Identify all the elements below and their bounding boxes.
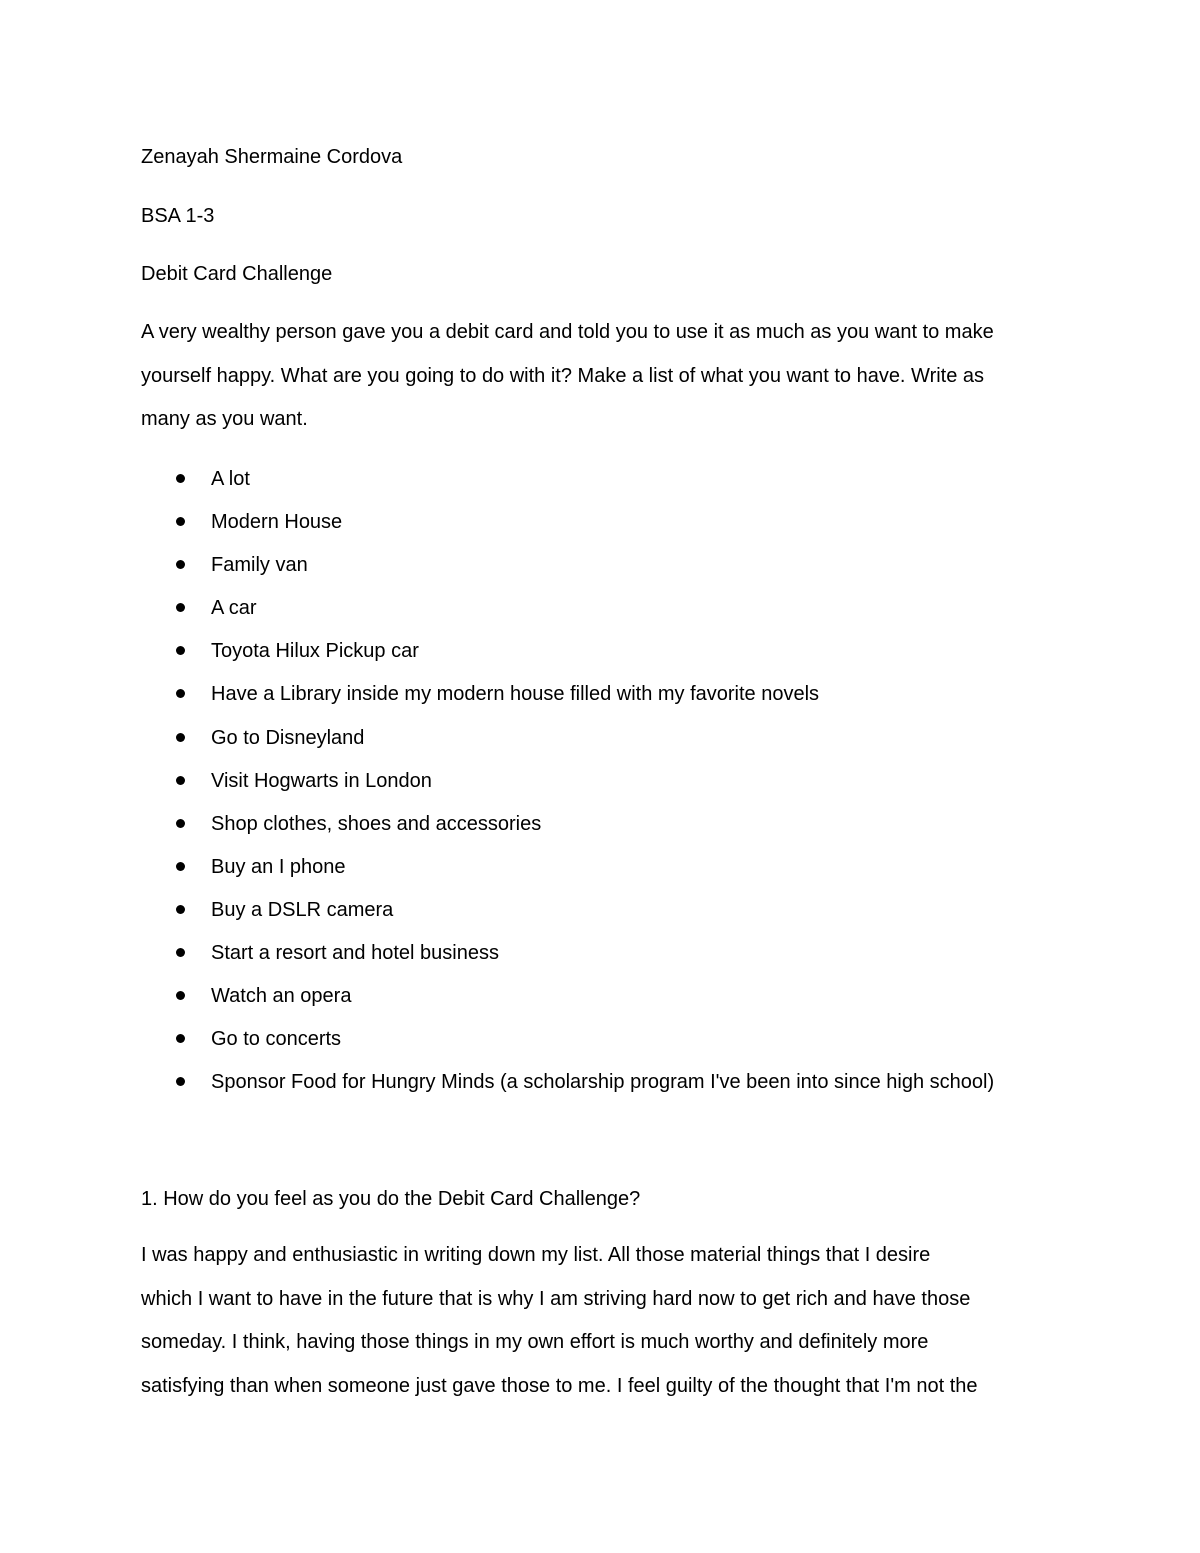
list-item-text: Visit Hogwarts in London — [211, 769, 432, 792]
list-item — [141, 630, 994, 673]
list-item-text: Have a Library inside my modern house filled with my favorite novels — [211, 683, 820, 706]
author-name: Zenayah Shermaine Cordova — [141, 146, 403, 168]
bullet-icon — [176, 819, 185, 828]
bullet-icon — [176, 474, 185, 483]
list-item-text: Start a resort and hotel business — [211, 942, 499, 965]
question-heading: 1. How do you feel as you do the Debit Card Challenge? — [141, 1188, 641, 1210]
list-item-text: A car — [211, 597, 257, 620]
list-item — [141, 1061, 994, 1104]
list-item-text: Shop clothes, shoes and accessories — [211, 812, 542, 835]
bullet-icon — [176, 517, 185, 526]
wish-list — [141, 458, 994, 1104]
document-page — [141, 0, 1071, 1553]
list-item-text: Modern House — [211, 511, 343, 534]
list-item-text: Buy an I phone — [211, 855, 346, 878]
bullet-icon — [176, 1034, 185, 1043]
prompt-line: yourself happy. What are you going to do with it? Make a list of what you want to have. Write as — [141, 364, 985, 387]
bullet-icon — [176, 603, 185, 612]
list-item — [141, 673, 994, 716]
bullet-icon — [176, 905, 185, 914]
list-item-text: Go to concerts — [211, 1028, 342, 1051]
list-item — [141, 803, 994, 846]
list-item — [141, 932, 994, 975]
list-item-text: Watch an opera — [211, 985, 352, 1008]
answer-line: satisfying than when someone just gave those to me. I feel guilty of the thought that I'm not the — [141, 1374, 978, 1397]
list-item — [141, 889, 994, 932]
answer-line: someday. I think, having those things in my own effort is much worthy and definitely more — [141, 1331, 929, 1353]
list-item — [141, 458, 994, 501]
bullet-icon — [176, 689, 185, 698]
list-item-text: Family van — [211, 554, 308, 577]
list-item — [141, 544, 994, 587]
bullet-icon — [176, 776, 185, 785]
bullet-icon — [176, 1077, 185, 1086]
list-item — [141, 975, 994, 1018]
prompt-paragraph — [141, 311, 1061, 442]
class-section: BSA 1-3 — [141, 205, 215, 227]
list-item — [141, 717, 994, 760]
answer-line: I was happy and enthusiastic in writing down my list. All those material things that I desire — [141, 1244, 931, 1266]
list-item — [141, 1018, 994, 1061]
list-item-text: Go to Disneyland — [211, 726, 365, 749]
prompt-line: many as you want. — [141, 408, 308, 430]
list-item-text: Sponsor Food for Hungry Minds (a scholarship program I've been into since high school) — [211, 1071, 995, 1094]
bullet-icon — [176, 991, 185, 1000]
list-item — [141, 501, 994, 544]
list-item — [141, 846, 994, 889]
list-item-text: Buy a DSLR camera — [211, 898, 394, 921]
list-item — [141, 760, 994, 803]
bullet-icon — [176, 733, 185, 742]
list-item-text: Toyota Hilux Pickup car — [211, 640, 419, 663]
bullet-icon — [176, 560, 185, 569]
bullet-icon — [176, 646, 185, 655]
list-item-text: A lot — [211, 468, 250, 490]
bullet-icon — [176, 862, 185, 871]
document-title: Debit Card Challenge — [141, 263, 333, 285]
list-item — [141, 587, 994, 630]
prompt-line: A very wealthy person gave you a debit card and told you to use it as much as you want to make — [141, 321, 994, 343]
answer-paragraph — [141, 1234, 1061, 1408]
bullet-icon — [176, 948, 185, 957]
answer-line: which I want to have in the future that is why I am striving hard now to get rich and have those — [141, 1287, 971, 1310]
